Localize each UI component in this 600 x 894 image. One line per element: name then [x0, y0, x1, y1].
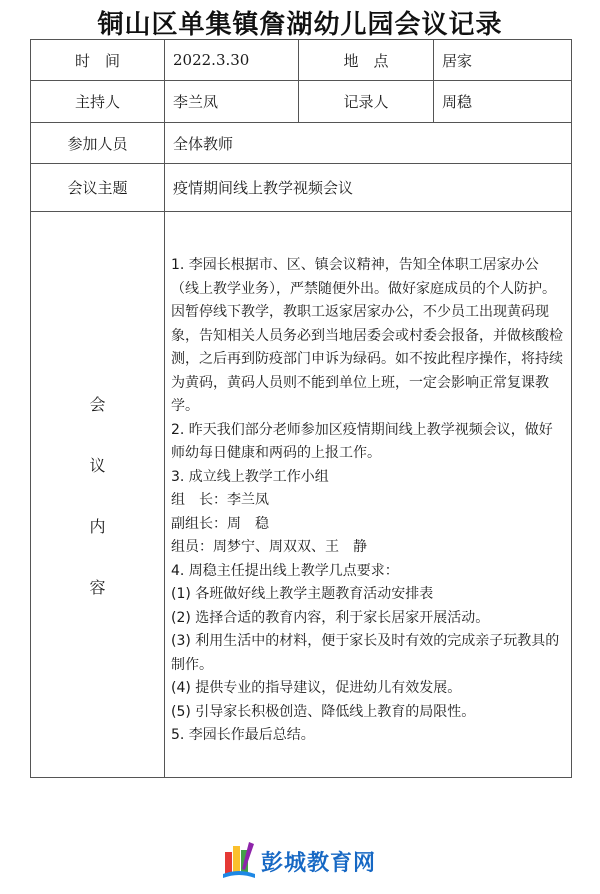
- content-line: 5. 李园长作最后总结。: [171, 727, 315, 743]
- content-line: 副组长：周 稳: [171, 515, 269, 532]
- content-line: 组员：周梦宁、周双双、王 静: [171, 539, 367, 555]
- page-title: 铜山区单集镇詹湖幼儿园会议记录: [97, 10, 503, 40]
- recorder-label: 记录人: [299, 81, 434, 123]
- content-line: (1) 各班做好线上教学主题教育活动安排表: [171, 586, 434, 602]
- content-label: [31, 373, 164, 617]
- content-label-char: 容: [89, 577, 106, 597]
- content-line: 3. 成立线上教学工作小组: [171, 468, 329, 485]
- attendees-value: 全体教师: [165, 123, 572, 164]
- attendees-label: 参加人员: [31, 123, 165, 164]
- host-label: 主持人: [31, 81, 165, 123]
- recorder-value: 周稳: [434, 81, 572, 123]
- host-value: 李兰凤: [165, 81, 299, 123]
- table-row: [31, 164, 572, 212]
- meeting-content: [165, 212, 571, 748]
- content-cell: [165, 212, 572, 778]
- content-line: 组 长：李兰凤: [171, 492, 269, 508]
- content-label-cell: [31, 212, 165, 778]
- content-line: (3) 利用生活中的材料，便于家长及时有效的完成亲子玩教具的制作。: [171, 633, 560, 673]
- footer-brand[interactable]: [221, 838, 391, 882]
- meeting-record-table: [30, 39, 572, 778]
- content-line: 2. 昨天我们部分老师参加区疫情期间线上教学视频会议，做好师幼每日健康和两码的上报工作。: [171, 421, 553, 461]
- content-line: 4. 周稳主任提出线上教学几点要求：: [171, 562, 399, 579]
- book-pencil-logo-icon: [221, 840, 257, 880]
- place-label: 地 点: [299, 40, 434, 81]
- time-label: 时 间: [31, 40, 165, 81]
- content-label-char: 议: [89, 455, 106, 475]
- time-value: 2022.3.30: [165, 40, 299, 81]
- table-row: [31, 123, 572, 164]
- place-value: 居家: [434, 40, 572, 81]
- content-line: (4) 提供专业的指导建议，促进幼儿有效发展。: [171, 680, 462, 696]
- topic-label: 会议主题: [31, 164, 165, 212]
- content-line: 1. 李园长根据市、区、镇会议精神，告知全体职工居家办公（线上教学业务），严禁随便外出。做好家庭成员的个人防护。因暂停线下教学，教职工返家居家办公，不少员工出现黄码现象，告知相关人员务必到当地居委会或村委会报备，并做核酸检测，之后再到防疫部门申诉为绿码。如不按此程序操作，将持续为黄码，黄码人员则不能到单位上班，一定会影响正常复课教学。: [171, 257, 563, 414]
- topic-value: 疫情期间线上教学视频会议: [165, 164, 572, 212]
- content-line: (2) 选择合适的教育内容，利于家长居家开展活动。: [171, 609, 490, 626]
- content-label-char: 会: [89, 394, 106, 414]
- content-line: (5) 引导家长积极创造、降低线上教育的局限性。: [171, 703, 476, 720]
- content-label-char: 内: [89, 516, 106, 536]
- table-row: [31, 212, 572, 778]
- table-row: [31, 81, 572, 123]
- brand-name: 彭城教育网: [261, 851, 377, 876]
- table-row: [31, 40, 572, 81]
